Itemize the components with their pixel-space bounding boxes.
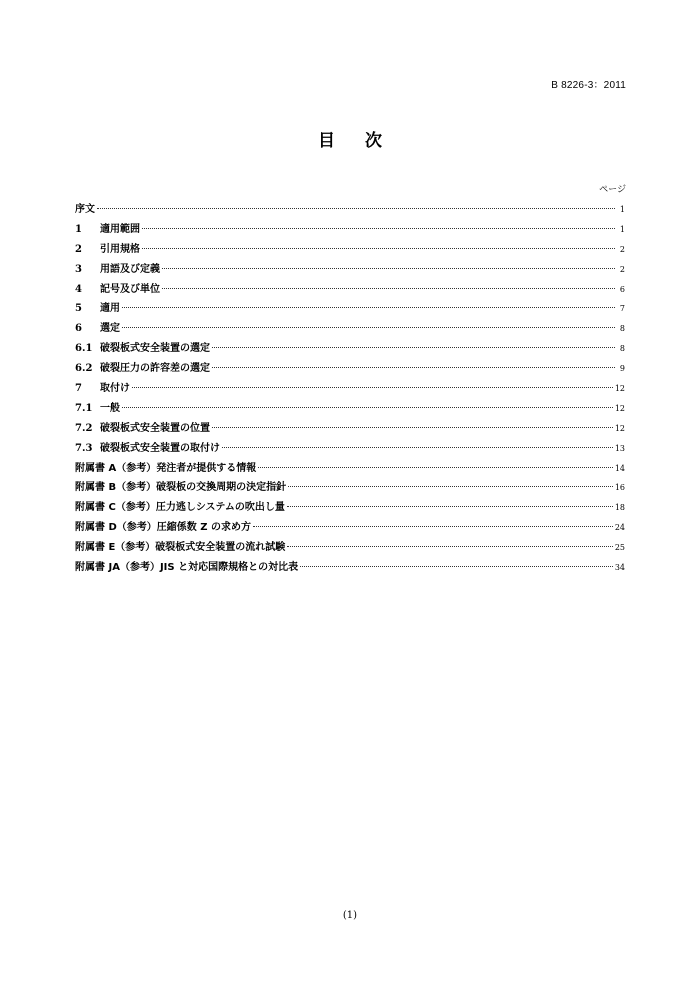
toc-entry-title: 附属書 A（参考）発注者が提供する情報 (75, 462, 257, 474)
toc-entry[interactable] (75, 399, 625, 419)
toc-entry[interactable] (75, 538, 625, 558)
toc-entry[interactable] (75, 459, 625, 479)
toc-leader-dots (132, 387, 613, 388)
toc-leader-dots (162, 288, 615, 289)
toc-entry-page: 18 (614, 503, 625, 513)
toc-entry-number: 5 (75, 303, 82, 315)
toc-leader-dots (287, 506, 613, 507)
toc-entry-title: 取付け (100, 383, 130, 395)
table-of-contents (75, 200, 625, 578)
page-title: 目 次 (318, 131, 394, 151)
toc-entry[interactable] (75, 518, 625, 538)
toc-entry[interactable] (75, 280, 625, 300)
toc-leader-dots (253, 526, 613, 527)
toc-entry-page: 24 (614, 523, 625, 533)
toc-leader-dots (122, 327, 615, 328)
toc-entry-page: 34 (614, 563, 625, 573)
toc-leader-dots (288, 486, 613, 487)
toc-entry-page: 1 (619, 205, 625, 214)
toc-entry-page: 12 (614, 423, 625, 433)
toc-leader-dots (222, 447, 613, 448)
toc-entry[interactable] (75, 240, 625, 260)
toc-leader-dots (212, 427, 613, 428)
toc-entry-page: 16 (614, 483, 625, 493)
toc-entry-number: 7 (75, 383, 82, 395)
toc-entry-number: 2 (75, 243, 82, 255)
toc-entry-title: 附属書 JA（参考）JIS と対応国際規格との対比表 (75, 562, 299, 574)
toc-entry-page: 2 (619, 264, 625, 274)
toc-entry-title: 適用範囲 (100, 223, 140, 235)
toc-entry-title: 序文 (75, 204, 95, 215)
toc-entry-number: 4 (75, 283, 82, 295)
toc-entry-title: 破裂圧力の許容差の選定 (100, 363, 210, 375)
toc-entry-number: 7.3 (75, 442, 93, 454)
toc-entry-title: 破裂板式安全装置の取付け (100, 442, 220, 454)
toc-entry-page: 2 (619, 244, 625, 254)
toc-entry-number: 6.1 (75, 343, 93, 355)
toc-leader-dots (212, 347, 615, 348)
standard-code: B 8226-3：2011 (551, 80, 626, 91)
toc-entry-page: 12 (614, 384, 625, 394)
toc-leader-dots (258, 467, 613, 468)
toc-entry[interactable] (75, 299, 625, 319)
toc-entry-page: 25 (614, 543, 625, 553)
toc-entry-number: 7.1 (75, 402, 93, 414)
toc-entry[interactable] (75, 379, 625, 399)
toc-entry-number: 1 (75, 223, 82, 235)
toc-entry-number: 7.2 (75, 422, 93, 434)
toc-entry-title: 附属書 E（参考）破裂板式安全装置の流れ試験 (75, 542, 286, 554)
toc-entry[interactable] (75, 260, 625, 280)
toc-entry-title: 選定 (100, 323, 120, 335)
toc-entry[interactable] (75, 478, 625, 498)
toc-entry-title: 記号及び単位 (100, 283, 160, 295)
toc-entry-title: 破裂板式安全装置の位置 (100, 422, 210, 434)
toc-leader-dots (162, 268, 615, 269)
toc-entry[interactable] (75, 359, 625, 379)
toc-entry-page: 14 (614, 463, 625, 473)
toc-leader-dots (97, 208, 615, 209)
toc-entry[interactable] (75, 339, 625, 359)
toc-entry-page: 1 (619, 224, 625, 234)
toc-leader-dots (287, 546, 613, 547)
toc-entry-title: 一般 (100, 402, 120, 414)
toc-entry-number: 6 (75, 323, 82, 335)
toc-entry-title: 用語及び定義 (100, 263, 160, 275)
toc-entry-title: 破裂板式安全装置の選定 (100, 343, 210, 355)
footer-page-number: (1) (342, 910, 358, 921)
toc-entry[interactable] (75, 319, 625, 339)
toc-entry-title: 附属書 B（参考）破裂板の交換周期の決定指針 (75, 482, 287, 494)
toc-entry-page: 12 (614, 403, 625, 413)
toc-leader-dots (142, 248, 615, 249)
toc-entry-page: 7 (619, 304, 625, 314)
toc-leader-dots (122, 307, 615, 308)
toc-entry-title: 附属書 D（参考）圧縮係数 Z の求め方 (75, 522, 251, 534)
toc-leader-dots (122, 407, 613, 408)
toc-leader-dots (212, 367, 615, 368)
toc-entry[interactable] (75, 200, 625, 220)
toc-entry[interactable] (75, 558, 625, 578)
toc-entry[interactable] (75, 419, 625, 439)
toc-entry[interactable] (75, 498, 625, 518)
toc-entry-page: 9 (619, 364, 625, 374)
toc-entry-page: 13 (614, 443, 625, 453)
toc-leader-dots (142, 228, 615, 229)
toc-entry[interactable] (75, 439, 625, 459)
toc-entry-page: 6 (619, 284, 625, 294)
toc-entry-number: 3 (75, 263, 82, 275)
toc-entry-number: 6.2 (75, 363, 93, 375)
toc-leader-dots (300, 566, 613, 567)
toc-entry-title: 附属書 C（参考）圧力逃しシステムの吹出し量 (75, 502, 285, 514)
toc-entry-page: 8 (619, 344, 625, 354)
toc-entry-title: 適用 (100, 303, 120, 315)
toc-entry-title: 引用規格 (100, 243, 140, 255)
page-column-label: ページ (599, 185, 626, 195)
toc-entry[interactable] (75, 220, 625, 240)
toc-entry-page: 8 (619, 324, 625, 334)
